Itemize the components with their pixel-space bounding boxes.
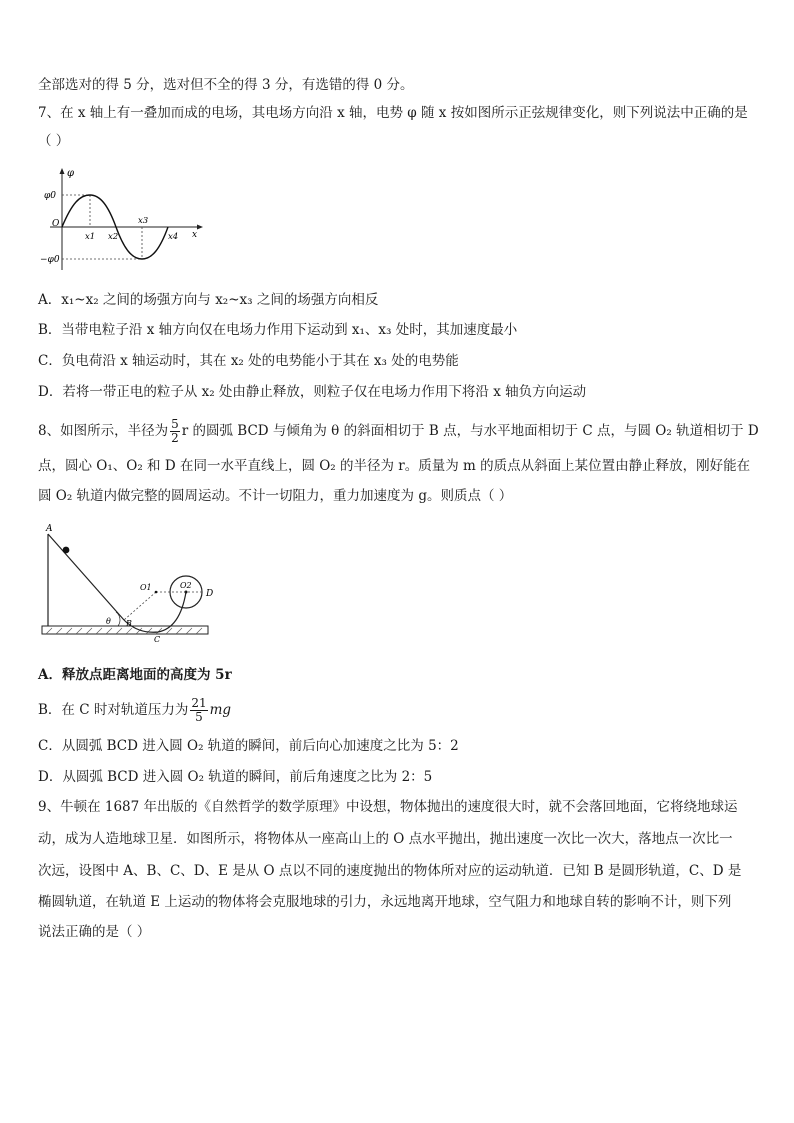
x-axis-label: x — [192, 230, 198, 240]
q8-stem-line-1 — [38, 418, 760, 445]
q8-option-c: C．从圆弧 BCD 进入圆 O₂ 轨道的瞬间，前后向心加速度之比为 5：2 — [38, 738, 459, 754]
q7-option-a: A．x₁~x₂ 之间的场强方向与 x₂~x₃ 之间的场强方向相反 — [38, 292, 379, 308]
q7-option-b: B．当带电粒子沿 x 轴方向仅在电场力作用下运动到 x₁、x₃ 处时，其加速度最小 — [38, 322, 518, 338]
x1-label: x1 — [85, 232, 96, 242]
x2-label: x2 — [108, 232, 119, 242]
q7-option-c: C．负电荷沿 x 轴运动时，其在 x₂ 处的电势能小于其在 x₃ 处的电势能 — [38, 353, 459, 369]
x4-label: x4 — [168, 232, 179, 242]
q7-stem-line-1: 7、在 x 轴上有一叠加而成的电场，其电场方向沿 x 轴，电势 φ 随 x 按如图所示正弦规律变化，则下列说法中正确的是 — [38, 105, 748, 121]
q8-stem-line-2: 点，圆心 O₁、O₂ 和 D 在同一水平直线上，圆 O₂ 的半径为 r。质量为 m 的质点从斜面上某位置由静止释放，刚好能在 — [38, 458, 751, 474]
q8-stem-a: 8、如图所示，半径为 — [38, 423, 169, 439]
point-a-label: A — [46, 524, 53, 534]
q9-line-2: 动，成为人造地球卫星．如图所示，将物体从一座高山上的 O 点水平抛出，抛出速度一次比一次大，落地点一次比一 — [38, 831, 733, 847]
o2-label: O2 — [180, 581, 192, 590]
q8-optb-den: 5 — [195, 710, 203, 724]
q8-option-b — [38, 695, 760, 725]
q8-stem-b: r 的圆弧 BCD 与倾角为 θ 的斜面相切于 B 点，与水平地面相切于 C 点，与圆 O₂ 轨道相切于 D — [181, 423, 759, 439]
q8-option-b-fraction — [190, 697, 207, 724]
q8-frac-num: 5 — [171, 417, 179, 431]
o1-label: O1 — [140, 583, 152, 592]
scoring-note: 全部选对的得 5 分，选对但不全的得 3 分，有选错的得 0 分。 — [38, 77, 414, 93]
theta-label: θ — [106, 617, 111, 626]
q8-stem-line-3: 圆 O₂ 轨道内做完整的圆周运动。不计一切阻力，重力加速度为 g。则质点（ ） — [38, 488, 513, 504]
point-b-label: B — [126, 619, 132, 628]
q8-track-diagram — [40, 520, 230, 645]
point-d-label: D — [206, 589, 214, 599]
neg-phi0-label: −φ0 — [40, 255, 60, 265]
q9-line-4: 椭圆轨道，在轨道 E 上运动的物体将会克服地球的引力，永远地离开地球，空气阻力和地球自转的影响不计，则下列 — [38, 894, 732, 910]
x3-label: x3 — [138, 216, 149, 226]
q8-option-b-mg: mg — [209, 702, 232, 718]
q9-line-3: 次远，设图中 A、B、C、D、E 是从 O 点以不同的速度抛出的物体所对应的运动轨道．已知 B 是圆形轨道，C、D 是 — [38, 863, 742, 879]
q9-line-1: 9、牛顿在 1687 年出版的《自然哲学的数学原理》中设想，物体抛出的速度很大时，就不会落回地面，它将绕地球运 — [38, 799, 738, 815]
phi0-label: φ0 — [44, 191, 57, 201]
q8-frac-den: 2 — [171, 431, 179, 445]
point-c-label: C — [154, 635, 161, 644]
phi-axis-label: φ — [67, 168, 75, 179]
q8-option-a: A．释放点距离地面的高度为 5r — [38, 667, 232, 683]
q7-stem-line-2: （ ） — [38, 133, 70, 149]
q8-option-b-text: B．在 C 时对轨道压力为 — [38, 702, 189, 718]
q9-line-5: 说法正确的是（ ） — [38, 924, 151, 940]
q8-radius-fraction — [170, 418, 180, 445]
q8-option-d: D．从圆弧 BCD 进入圆 O₂ 轨道的瞬间，前后角速度之比为 2：5 — [38, 769, 433, 785]
q8-optb-num: 21 — [191, 696, 207, 710]
q7-potential-graph — [40, 165, 210, 275]
q7-option-d: D．若将一带正电的粒子从 x₂ 处由静止释放，则粒子仅在电场力作用下将沿 x 轴负方向运动 — [38, 384, 587, 400]
origin-label: O — [52, 219, 60, 229]
